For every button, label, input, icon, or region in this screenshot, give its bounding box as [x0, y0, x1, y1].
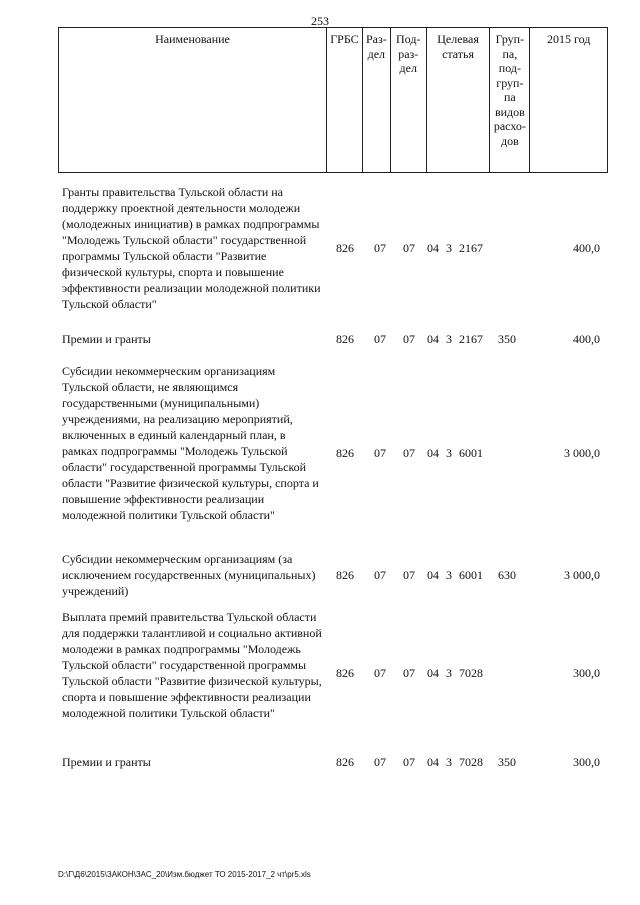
row-razdel: 07: [374, 666, 386, 680]
row-name: Субсидии некоммерческим организациям Тульской области, не являющимся государственными (муниципальными) учреждениями, на реализацию мероприятий, включенных в единый календарный план, в рамках подпрограммы "Молодежь Тульской области" государственной программы Тульской области "Развитие физической культуры, спорта и повышение эффективности реализации молодежной политики Тульской области": [62, 364, 319, 522]
row-group: 350: [498, 332, 516, 346]
row-target: 04 3 2167: [427, 332, 483, 346]
header-group: Груп- па, под- груп- па видов расхо- дов: [489, 28, 529, 172]
row-grbs: 826: [336, 755, 354, 769]
row-target: 04 3 7028: [427, 755, 483, 769]
row-amount: 300,0: [573, 666, 600, 680]
row-podrazdel: 07: [403, 446, 415, 460]
row-amount: 400,0: [573, 241, 600, 255]
row-razdel: 07: [374, 446, 386, 460]
row-podrazdel: 07: [403, 755, 415, 769]
row-group: 630: [498, 568, 516, 582]
row-target: 04 3 2167: [427, 241, 483, 255]
row-grbs: 826: [336, 446, 354, 460]
row-name: Премии и гранты: [62, 755, 151, 769]
row-amount: 3 000,0: [564, 446, 600, 460]
row-razdel: 07: [374, 755, 386, 769]
row-grbs: 826: [336, 332, 354, 346]
header-year: 2015 год: [529, 28, 607, 172]
row-razdel: 07: [374, 332, 386, 346]
row-podrazdel: 07: [403, 666, 415, 680]
row-amount: 300,0: [573, 755, 600, 769]
header-razdel: Раз- дел: [362, 28, 390, 172]
header-grbs: ГРБС: [326, 28, 362, 172]
row-razdel: 07: [374, 241, 386, 255]
row-grbs: 826: [336, 666, 354, 680]
row-name: Гранты правительства Тульской области на поддержку проектной деятельности молодежи (молодежных инициатив) в рамках подпрограммы "Молодежь Тульской области" государственной программы Тульской области "Развитие физической культуры, спорта и повышение эффективности реализации молодежной политики Тульской области": [62, 185, 321, 311]
row-podrazdel: 07: [403, 332, 415, 346]
row-grbs: 826: [336, 568, 354, 582]
row-amount: 3 000,0: [564, 568, 600, 582]
header-name: Наименование: [155, 32, 230, 46]
header-podrazdel: Под- раз- дел: [390, 28, 426, 172]
row-grbs: 826: [336, 241, 354, 255]
row-group: 350: [498, 755, 516, 769]
row-amount: 400,0: [573, 332, 600, 346]
row-name: Субсидии некоммерческим организациям (за исключением государственных (муниципальных) учреждений): [62, 552, 316, 598]
row-podrazdel: 07: [403, 241, 415, 255]
page-number: 253: [311, 14, 329, 28]
row-podrazdel: 07: [403, 568, 415, 582]
row-target: 04 3 6001: [427, 446, 483, 460]
row-target: 04 3 6001: [427, 568, 483, 582]
header-target: Целевая статья: [426, 28, 490, 172]
footer-file-path: D:\Г\Д6\2015\ЗАКОН\ЗАС_20\Изм.бюджет ТО 2015-2017_2 чт\pr5.xls: [58, 870, 311, 879]
row-name: Премии и гранты: [62, 332, 151, 346]
table-header: [58, 27, 608, 173]
row-name: Выплата премий правительства Тульской области для поддержки талантливой и социально активной молодежи в рамках подпрограммы "Молодежь Тульской области" государственной программы Тульской области "Развитие физической культуры, спорта и повышение эффективности реализации молодежной политики Тульской области": [62, 610, 322, 720]
row-razdel: 07: [374, 568, 386, 582]
row-target: 04 3 7028: [427, 666, 483, 680]
